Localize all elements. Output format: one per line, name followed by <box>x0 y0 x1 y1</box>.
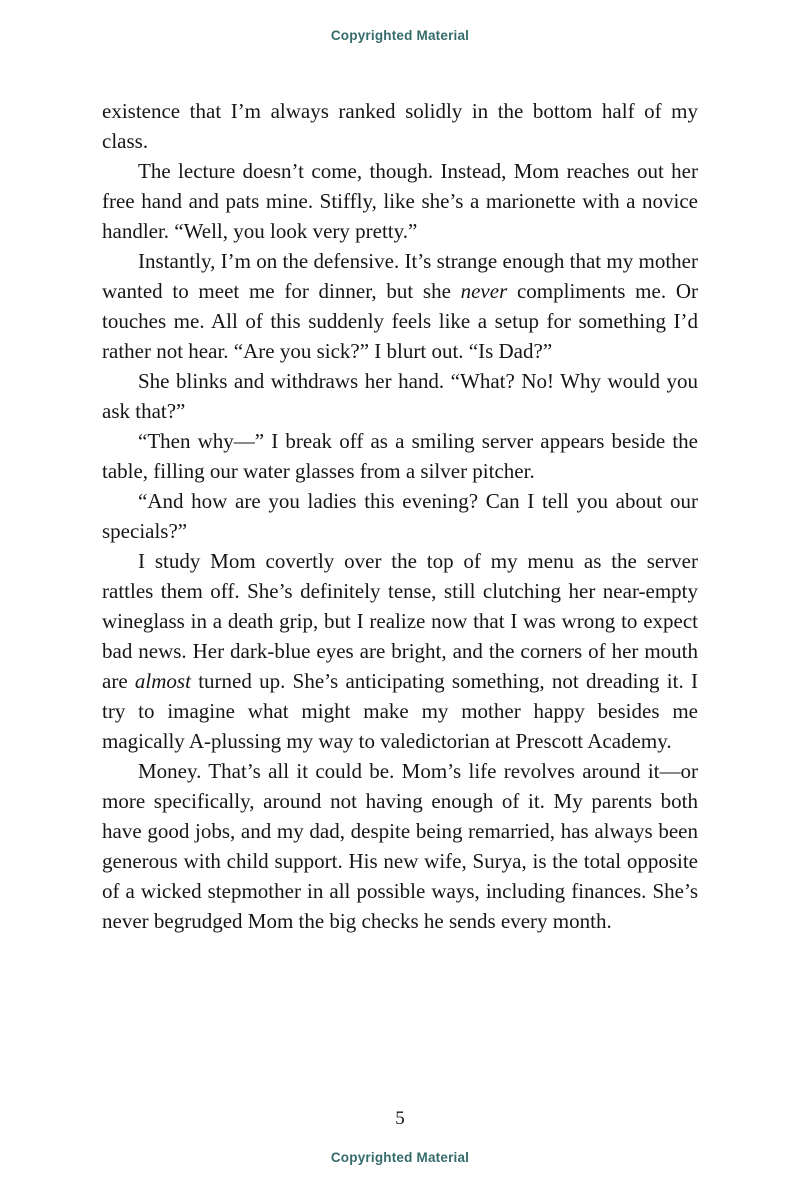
text-run: Money. That’s all it could be. Mom’s life revolves around it—or more specifically, around not having enough of it. My parents both have good jobs, and my dad, despite being remarried, has always been generous with child support. His new wife, Surya, is the total opposite of a wicked stepmother in all possible ways, including finances. She’s never begrudged Mom the big checks he sends every month. <box>102 759 698 933</box>
italic-text: almost <box>134 669 191 693</box>
paragraph <box>102 366 698 426</box>
text-run: turned up. She’s anticipating something, not dreading it. I try to imagine what might make my mother happy besides me magically A-plussing my way to valedictorian at Prescott Academy. <box>102 669 698 753</box>
paragraph <box>102 96 698 156</box>
paragraph <box>102 426 698 486</box>
copyright-notice-top: Copyrighted Material <box>330 28 470 43</box>
italic-text: never <box>460 279 508 303</box>
paragraph <box>102 246 698 366</box>
text-run: “And how are you ladies this evening? Can I tell you about our specials?” <box>102 489 698 543</box>
text-run: compliments me. Or touches me. All of this suddenly feels like a setup for something I’d rather not hear. “Are you sick?” I blurt out. “Is Dad?” <box>102 279 698 363</box>
text-run: I study Mom covertly over the top of my menu as the server rattles them off. She’s definitely tense, still clutching her near-empty wineglass in a death grip, but I realize now that I was wrong to expect bad news. Her dark-blue eyes are bright, and the corners of her mouth are <box>102 549 698 693</box>
paragraph <box>102 546 698 756</box>
paragraph <box>102 156 698 246</box>
text-run: “Then why—” I break off as a smiling server appears beside the table, filling our water glasses from a silver pitcher. <box>102 429 698 483</box>
text-run: The lecture doesn’t come, though. Instead, Mom reaches out her free hand and pats mine. Stiffly, like she’s a marionette with a novice handler. “Well, you look very pretty.” <box>102 159 698 243</box>
text-run: existence that I’m always ranked solidly in the bottom half of my class. <box>102 99 698 153</box>
text-run: She blinks and withdraws her hand. “What? No! Why would you ask that?” <box>102 369 698 423</box>
copyright-notice-bottom: Copyrighted Material <box>330 1150 470 1165</box>
page-text <box>102 96 698 936</box>
text-run: Instantly, I’m on the defensive. It’s strange enough that my mother wanted to meet me for dinner, but she <box>102 249 698 303</box>
page-number: 5 <box>395 1108 405 1129</box>
paragraph <box>102 486 698 546</box>
paragraph <box>102 756 698 936</box>
